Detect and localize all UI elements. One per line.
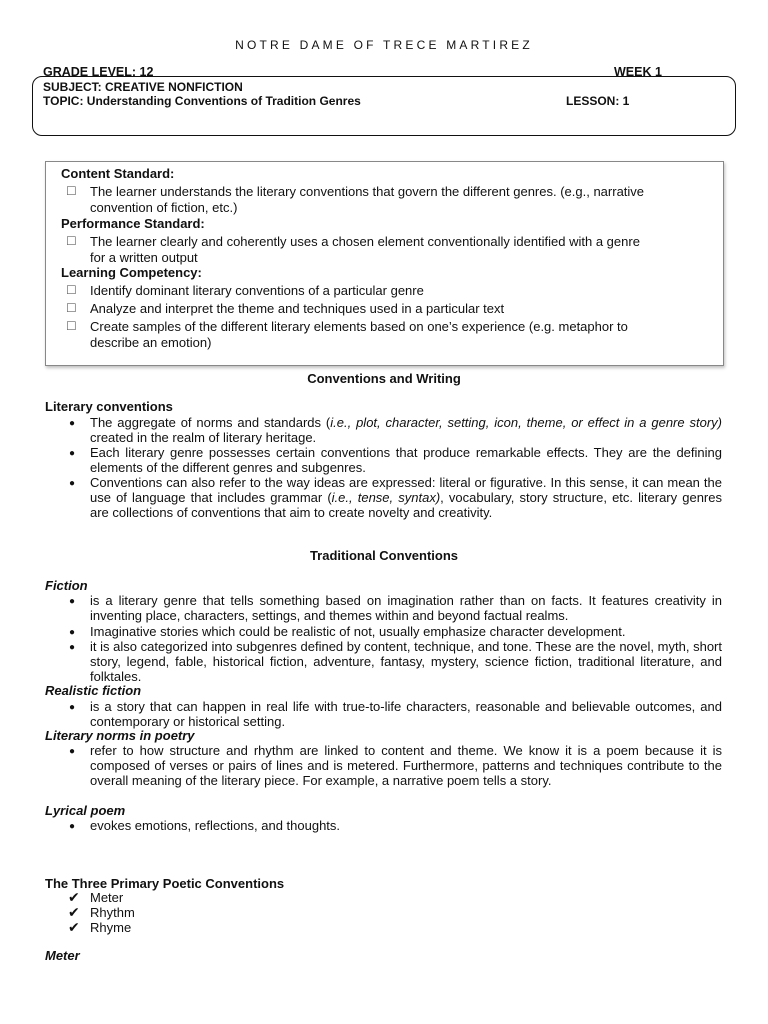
section-title-conventions: Conventions and Writing xyxy=(307,371,461,386)
checkbox-icon: ☐ xyxy=(66,234,77,248)
lyrical-poem-item: evokes emotions, reflections, and thoughts. xyxy=(90,818,341,833)
bullet-icon: ● xyxy=(69,821,76,832)
literary-norms-item: refer to how structure and rhythm are linked to content and theme. We know it is a poem because it is composed of verses or pairs of lines and is metered. Furthermore, patterns and techniques contribute to the overall meaning of the literary piece. For example, a narrative poem tells a story. xyxy=(90,743,722,788)
convention-bullet-1: The aggregate of norms and standards (i.e., plot, character, setting, icon, theme, or effect in a genre story) created in the realm of literary heritage. xyxy=(90,415,722,445)
literary-norms-heading: Literary norms in poetry xyxy=(45,728,195,743)
performance-standard-line-1: The learner clearly and coherently uses a chosen element conventionally identified with a genre xyxy=(90,234,640,249)
grade-level: GRADE LEVEL: 12 xyxy=(43,65,154,79)
competency-item-3: Create samples of the different literary elements based on one’s experience (e.g. metaphor to xyxy=(90,319,628,334)
bullet-icon: ● xyxy=(69,418,76,429)
competency-item-3-cont: describe an emotion) xyxy=(90,335,212,350)
checkmark-icon: ✔ xyxy=(68,889,80,905)
meter-heading: Meter xyxy=(45,948,80,963)
poetic-convention-meter: Meter xyxy=(90,890,124,905)
bullet-icon: ● xyxy=(69,702,76,713)
checkbox-icon: ☐ xyxy=(66,301,77,315)
fiction-item-2: Imaginative stories which could be realistic of not, usually emphasize character development. xyxy=(90,624,626,639)
realistic-fiction-heading: Realistic fiction xyxy=(45,683,142,698)
school-name: NOTRE DAME OF TRECE MARTIREZ xyxy=(235,38,533,52)
performance-standard-heading: Performance Standard: xyxy=(61,216,205,231)
poetic-convention-rhythm: Rhythm xyxy=(90,905,135,920)
poetic-conventions-heading: The Three Primary Poetic Conventions xyxy=(45,876,285,891)
bullet-icon: ● xyxy=(69,448,76,459)
lesson-label: LESSON: 1 xyxy=(566,94,630,108)
week-label: WEEK 1 xyxy=(614,65,662,79)
content-standard-heading: Content Standard: xyxy=(61,166,175,181)
topic-label: TOPIC: Understanding Conventions of Tradition Genres xyxy=(43,94,361,108)
checkmark-icon: ✔ xyxy=(68,904,80,920)
checkbox-icon: ☐ xyxy=(66,283,77,297)
subject-label: SUBJECT: CREATIVE NONFICTION xyxy=(43,80,243,94)
fiction-item-3: it is also categorized into subgenres defined by content, technique, and tone. These are the novel, myth, short story, legend, fable, historical fiction, adventure, fantasy, mystery, science fiction, traditional literature, and folktales. xyxy=(90,639,722,684)
bullet-icon: ● xyxy=(69,478,76,489)
bullet-icon: ● xyxy=(69,642,76,653)
learning-competency-heading: Learning Competency: xyxy=(61,265,202,280)
checkmark-icon: ✔ xyxy=(68,919,80,935)
section-title-traditional: Traditional Conventions xyxy=(309,548,459,563)
content-standard-line-2: convention of fiction, etc.) xyxy=(90,200,238,215)
literary-conventions-heading: Literary conventions xyxy=(45,399,173,414)
fiction-heading: Fiction xyxy=(45,578,88,593)
bullet-icon: ● xyxy=(69,746,76,757)
competency-item-1: Identify dominant literary conventions of a particular genre xyxy=(90,283,424,298)
bullet-icon: ● xyxy=(69,596,76,607)
checkbox-icon: ☐ xyxy=(66,319,77,333)
performance-standard-line-2: for a written output xyxy=(90,250,198,265)
bullet-icon: ● xyxy=(69,627,76,638)
lyrical-poem-heading: Lyrical poem xyxy=(45,803,126,818)
competency-item-2: Analyze and interpret the theme and techniques used in a particular text xyxy=(90,301,505,316)
poetic-convention-rhyme: Rhyme xyxy=(90,920,132,935)
fiction-item-1: is a literary genre that tells something based on imagination rather than on facts. It features creativity in inventing place, characters, settings, and themes within and beyond factual realms. xyxy=(90,593,722,623)
convention-bullet-2: Each literary genre possesses certain conventions that produce remarkable effects. They are the defining elements of the different genres and subgenres. xyxy=(90,445,722,475)
content-standard-line-1: The learner understands the literary conventions that govern the different genres. (e.g., narrative xyxy=(90,184,645,199)
checkbox-icon: ☐ xyxy=(66,184,77,198)
realistic-fiction-item: is a story that can happen in real life with true-to-life characters, reasonable and believable outcomes, and contemporary or historical setting. xyxy=(90,699,722,729)
convention-bullet-3: Conventions can also refer to the way ideas are expressed: literal or figurative. In this sense, it can mean the use of language that includes grammar (i.e., tense, syntax), vocabulary, story structure, etc. literary genres are collections of conventions that aim to create novelty and creativity. xyxy=(90,475,722,520)
